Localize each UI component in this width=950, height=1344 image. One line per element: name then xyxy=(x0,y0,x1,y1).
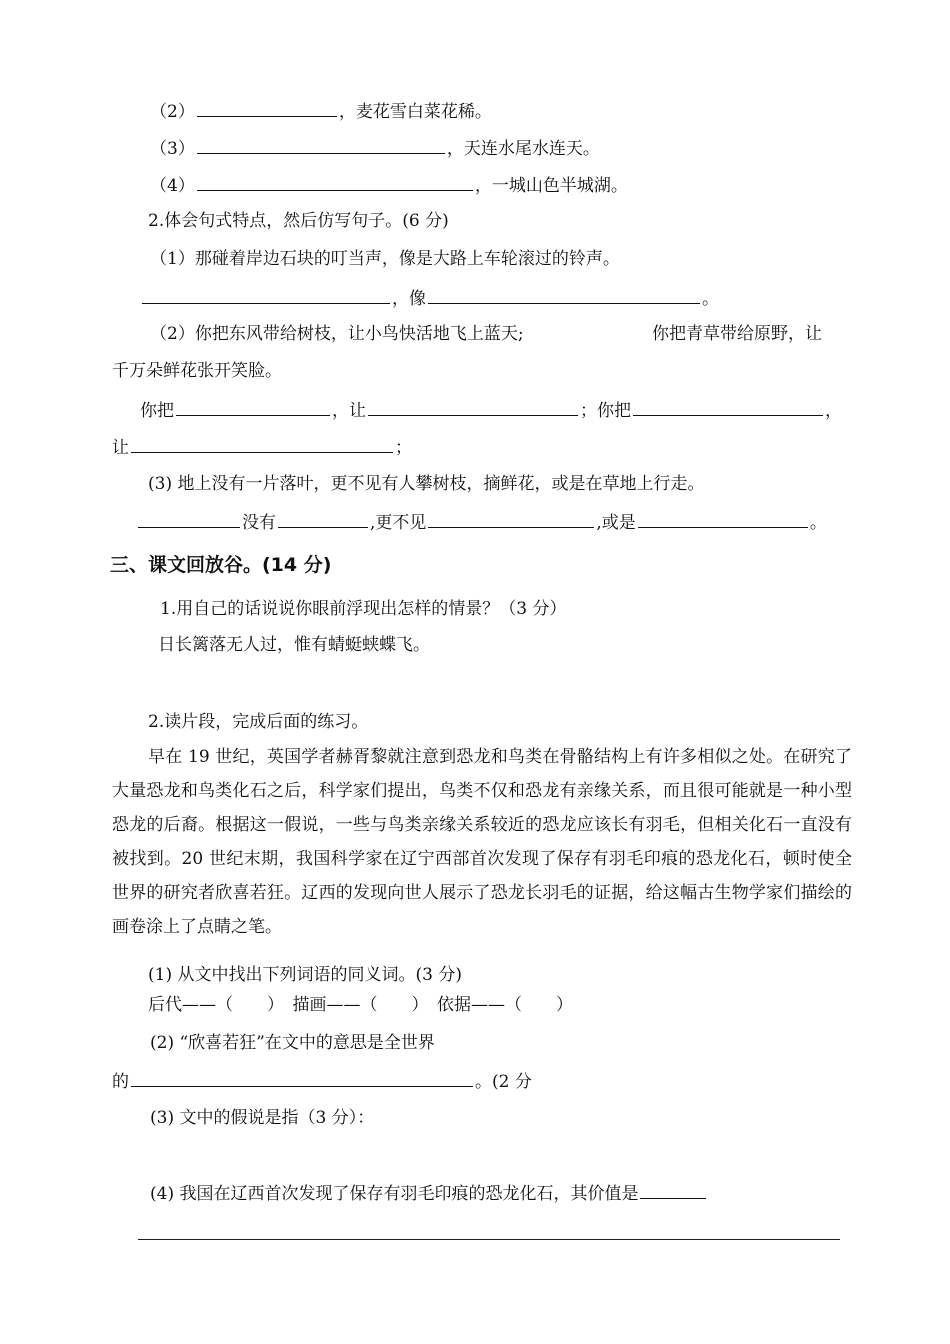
answer-connector: 。 xyxy=(809,513,827,533)
answer-connector: ，让 xyxy=(332,401,366,421)
answer-blank[interactable] xyxy=(197,135,445,154)
answer-blank[interactable] xyxy=(131,434,393,453)
q2-sentence-2-line1b: 你把青草带给原野，让 xyxy=(652,324,822,344)
answer-connector: ； xyxy=(395,438,412,458)
answer-blank[interactable] xyxy=(633,397,823,416)
answer-blank[interactable] xyxy=(142,285,390,304)
q2-sentence-3: (3) 地上没有一片落叶，更不见有人攀树枝，摘鲜花，或是在草地上行走。 xyxy=(148,474,705,494)
answer-connector: 的 xyxy=(112,1072,129,1092)
q2-s2-answer-line2 xyxy=(112,434,412,460)
answer-connector: ，像 xyxy=(392,289,426,309)
answer-blank[interactable] xyxy=(138,509,240,528)
synonym-row: 后代——（ ） 描画——（ ） 依据——（ ） xyxy=(148,995,573,1015)
section-3-heading: 三、课文回放谷。(14 分) xyxy=(110,554,332,576)
answer-connector: 。(2 分 xyxy=(475,1072,532,1092)
answer-connector: ,更不见 xyxy=(370,513,427,533)
answer-blank[interactable] xyxy=(638,509,808,528)
answer-connector: ,或是 xyxy=(596,513,636,533)
fill-line-4 xyxy=(150,172,628,198)
fill-line-3 xyxy=(150,135,600,161)
s3-question-2: 2.读片段，完成后面的练习。 xyxy=(148,712,369,732)
answer-blank[interactable] xyxy=(368,397,578,416)
answer-connector: 。 xyxy=(702,289,719,309)
reading-passage: 早在 19 世纪，英国学者赫胥黎就注意到恐龙和鸟类在骨骼结构上有许多相似之处。在研究了大量恐龙和鸟类化石之后，科学家们提出，鸟类不仅和恐龙有亲缘关系，而且很可能就是一种小型恐龙的后裔。根据这一假说，一些与鸟类亲缘关系较近的恐龙应该长有羽毛，但相关化石一直没有被找到。20 世纪末期，我国科学家在辽宁西部首次发现了保存有羽毛印痕的恐龙化石，顿时使全世界的研究者欣喜若狂。辽西的发现向世人展示了恐龙长羽毛的证据，给这幅古生物学家们描绘的画卷涂上了点睛之笔。 xyxy=(112,747,852,937)
s3-sub-2: (2) “欣喜若狂”在文中的意思是全世界 xyxy=(150,1033,435,1053)
q2-title: 2.体会句式特点，然后仿写句子。(6 分) xyxy=(148,211,449,231)
fill-line-number: （3） xyxy=(150,139,195,159)
s3-sub-3: (3) 文中的假说是指（3 分）： xyxy=(150,1108,375,1128)
answer-connector: ；你把 xyxy=(580,401,631,421)
question-text: (4) 我国在辽西首次发现了保存有羽毛印痕的恐龙化石，其价值是 xyxy=(150,1184,639,1204)
answer-blank[interactable] xyxy=(278,509,368,528)
fill-line-2 xyxy=(150,98,492,124)
fill-line-text: ，一城山色半城湖。 xyxy=(474,176,628,196)
fill-line-text: ，天连水尾水连天。 xyxy=(446,139,600,159)
answer-connector: 让 xyxy=(112,438,129,458)
s3-poem-line: 日长篱落无人过，惟有蜻蜓蛱蝶飞。 xyxy=(158,635,430,655)
fill-line-text: ，麦花雪白菜花稀。 xyxy=(338,102,492,122)
s3-question-1: 1.用自己的话说说你眼前浮现出怎样的情景？（3 分） xyxy=(160,599,567,619)
answer-connector: 没有 xyxy=(242,513,276,533)
s3-sub-2-answer xyxy=(112,1068,532,1094)
s3-sub-4 xyxy=(150,1180,708,1206)
answer-connector: 你把 xyxy=(140,401,174,421)
answer-blank[interactable] xyxy=(197,98,337,117)
answer-rule-line[interactable] xyxy=(138,1239,840,1240)
fill-line-number: （4） xyxy=(150,176,195,196)
answer-blank[interactable] xyxy=(428,285,700,304)
answer-blank[interactable] xyxy=(428,509,594,528)
sentence-text: （2）你把东风带给树枝，让小鸟快活地飞上蓝天; xyxy=(150,324,524,344)
q2-s3-answer-line xyxy=(136,509,827,535)
s3-sub-1: (1) 从文中找出下列词语的同义词。(3 分) xyxy=(148,965,462,985)
answer-blank[interactable] xyxy=(131,1068,473,1087)
q2-sentence-2-line1 xyxy=(150,322,524,346)
q2-sentence-2-line2: 千万朵鲜花张开笑脸。 xyxy=(112,361,282,381)
q2-s1-answer-line xyxy=(140,285,719,311)
answer-blank[interactable] xyxy=(640,1180,706,1199)
answer-blank[interactable] xyxy=(197,172,473,191)
fill-line-number: （2） xyxy=(150,102,195,122)
q2-s2-answer-line1 xyxy=(140,397,842,423)
q2-sentence-1: （1）那碰着岸边石块的叮当声，像是大路上车轮滚过的铃声。 xyxy=(150,249,620,269)
answer-blank[interactable] xyxy=(176,397,330,416)
answer-connector: ， xyxy=(825,401,842,421)
